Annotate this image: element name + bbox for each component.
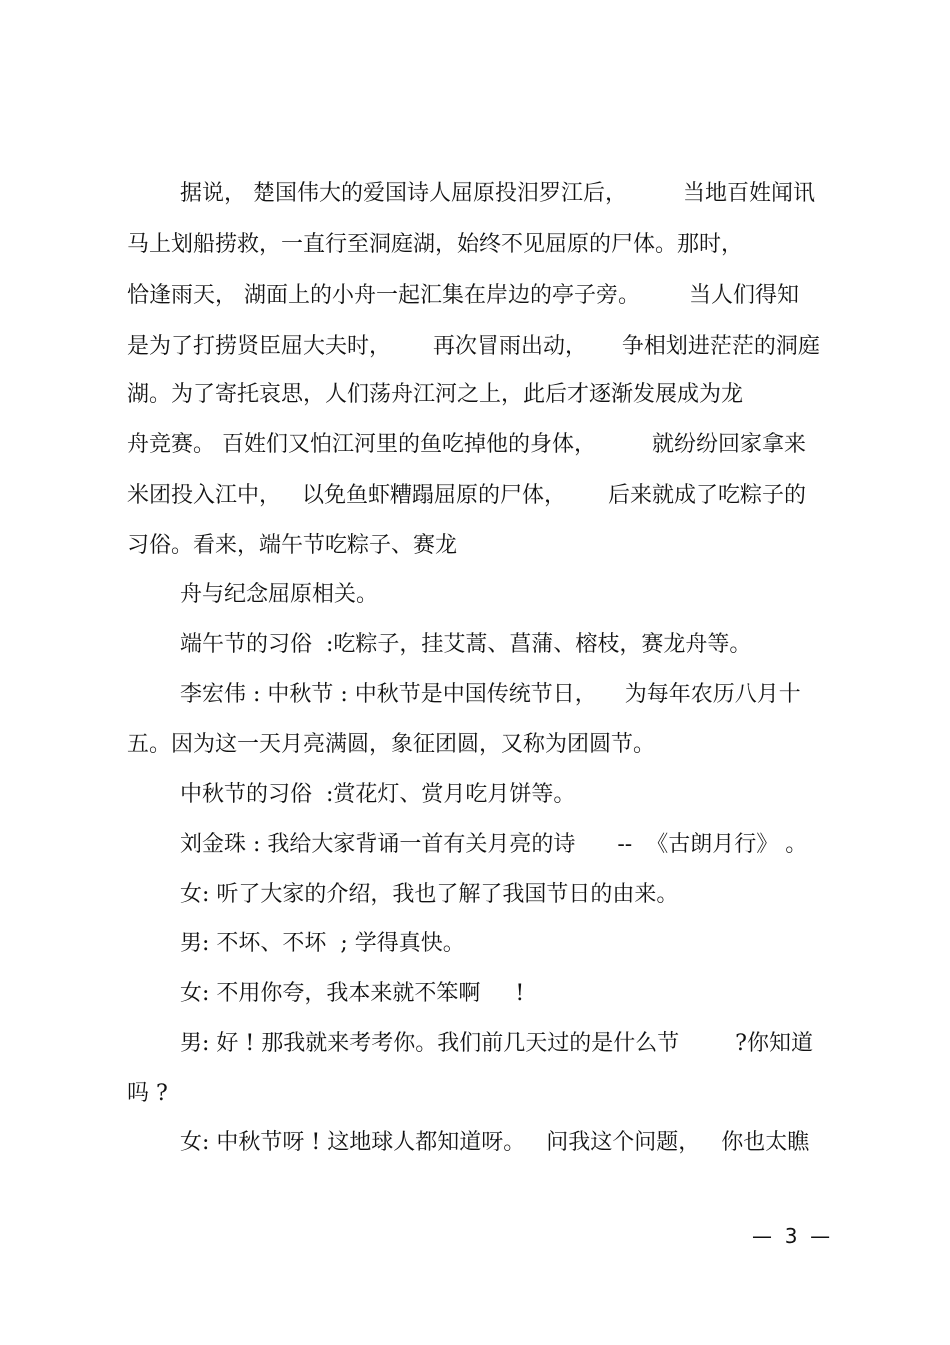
paragraph-line: 男: 不坏、不坏 ; 学得真快。	[180, 931, 465, 956]
paragraph-line: 舟与纪念屈原相关。	[180, 582, 379, 607]
paragraph-line: 恰逢雨天， 湖面上的小舟一起汇集在岸边的亭子旁。 当人们得知	[127, 283, 799, 308]
paragraph-line: 据说， 楚国伟大的爱国诗人屈原投汨罗江后， 当地百姓闻讯	[180, 181, 815, 206]
paragraph-line: 舟竞赛。 百姓们又怕江河里的鱼吃掉他的身体， 就纷纷回家拿来	[127, 432, 806, 457]
paragraph-line: 李宏伟 : 中秋节 : 中秋节是中国传统节日， 为每年农历八月十	[180, 682, 801, 707]
paragraph-line: 五。因为这一天月亮满圆，象征团圆，又称为团圆节。	[127, 732, 656, 757]
paragraph-line: 马上划船捞救，一直行至洞庭湖，始终不见屈原的尸体。那时，	[127, 232, 744, 257]
paragraph-line: 端午节的习俗 :吃粽子，挂艾蒿、菖蒲、榕枝，赛龙舟等。	[180, 632, 752, 657]
paragraph-line: 女: 中秋节呀 ! 这地球人都知道呀。 问我这个问题， 你也太瞧	[180, 1130, 810, 1155]
paragraph-line: 吗 ?	[127, 1081, 168, 1106]
paragraph-line: 女: 不用你夸，我本来就不笨啊 !	[180, 981, 525, 1006]
paragraph-line: 是为了打捞贤臣屈大夫时， 再次冒雨出动， 争相划进茫茫的洞庭	[127, 334, 820, 359]
paragraph-line: 女: 听了大家的介绍，我也了解了我国节日的由来。	[180, 882, 679, 907]
paragraph-line: 习俗。看来，端午节吃粽子、赛龙	[127, 533, 458, 558]
paragraph-line: 湖。为了寄托哀思，人们荡舟江河之上，此后才逐渐发展成为龙	[127, 382, 744, 407]
paragraph-line: 米团投入江中， 以免鱼虾糟蹋屈原的尸体， 后来就成了吃粽子的	[127, 483, 806, 508]
paragraph-line: 中秋节的习俗 :赏花灯、赏月吃月饼等。	[180, 782, 576, 807]
paragraph-line: 男: 好 ! 那我就来考考你。我们前几天过的是什么节 ?你知道	[180, 1031, 813, 1056]
paragraph-line: 刘金珠 : 我给大家背诵一首有关月亮的诗 -- 《古朗月行》 。	[180, 832, 808, 857]
page-number: — 3 —	[752, 1224, 831, 1248]
